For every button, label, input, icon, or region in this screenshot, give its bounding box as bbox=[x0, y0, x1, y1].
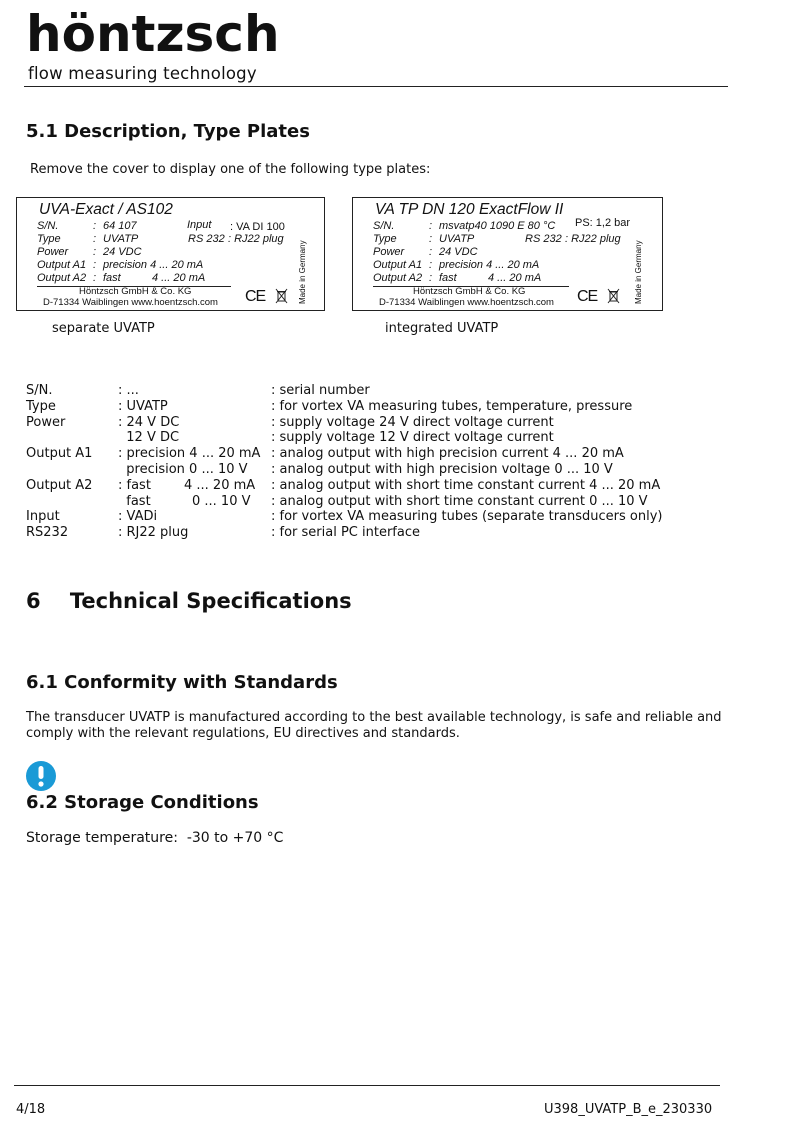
plate-a2-value: fast bbox=[103, 272, 121, 284]
plate-a2-range: 4 ... 20 mA bbox=[152, 272, 206, 284]
legend-desc: : analog output with short time constant current 4 ... 20 mA bbox=[271, 477, 661, 493]
legend-value: : VADi bbox=[118, 509, 158, 525]
chapter-title-6: 6 Technical Specifications bbox=[26, 589, 352, 613]
plate-a1-label: Output A1 bbox=[373, 259, 423, 271]
plate-colon: : bbox=[93, 233, 97, 245]
plate-rs-label: RS 232 bbox=[525, 233, 562, 245]
weee-bin-icon bbox=[607, 288, 620, 304]
plate-rs-value: : RJ22 plug bbox=[228, 233, 284, 245]
legend-desc: : for serial PC interface bbox=[271, 525, 420, 541]
legend-value: : ... bbox=[118, 383, 139, 398]
plate-title: UVA-Exact / AS102 bbox=[39, 201, 173, 218]
legend-term: Output A2 bbox=[26, 477, 93, 493]
plate-colon: : bbox=[93, 220, 97, 232]
legend-term: RS232 bbox=[26, 525, 69, 541]
legend-value: fast 0 ... 10 V bbox=[118, 493, 251, 509]
legend-term: Type bbox=[26, 398, 56, 414]
legend-term: Output A1 bbox=[26, 446, 93, 462]
legend-term: Power bbox=[26, 414, 66, 430]
plate-company: Höntzsch GmbH & Co. KG bbox=[413, 286, 526, 297]
legend-desc: : for vortex VA measuring tubes (separate transducers only) bbox=[271, 509, 663, 525]
legend-desc: : supply voltage 24 V direct voltage current bbox=[271, 414, 554, 430]
legend-value: : RJ22 plug bbox=[118, 525, 189, 541]
plate-sn-value: 64 107 bbox=[103, 220, 137, 232]
plate-power-label: Power bbox=[37, 246, 69, 258]
plate-power-label: Power bbox=[373, 246, 405, 258]
legend-desc: : for vortex VA measuring tubes, temperature, pressure bbox=[271, 398, 633, 414]
plate-rs-value: : RJ22 plug bbox=[565, 233, 621, 245]
page-number: 4/18 bbox=[16, 1102, 46, 1117]
exclamation-warning-icon bbox=[26, 761, 56, 791]
plate-colon: : bbox=[93, 246, 97, 258]
legend-term: Input bbox=[26, 509, 60, 525]
type-plate-integrated bbox=[352, 197, 663, 311]
plate-address: D-71334 Waiblingen www.hoentzsch.com bbox=[43, 297, 218, 308]
document-id: U398_UVATP_B_e_230330 bbox=[544, 1102, 713, 1117]
legend-value: : 24 V DC bbox=[118, 414, 180, 430]
plate-company: Höntzsch GmbH & Co. KG bbox=[79, 286, 192, 297]
plate-a2-label: Output A2 bbox=[373, 272, 423, 284]
plate-ps-value: PS: 1,2 bar bbox=[575, 217, 631, 229]
legend-value: precision 0 ... 10 V bbox=[118, 461, 248, 477]
plate-a2-range: 4 ... 20 mA bbox=[488, 272, 542, 284]
plate-a2-label: Output A2 bbox=[37, 272, 87, 284]
plate-address: D-71334 Waiblingen www.hoentzsch.com bbox=[379, 297, 554, 308]
paragraph-line: comply with the relevant regulations, EU directives and standards. bbox=[26, 726, 460, 741]
plate-colon: : bbox=[93, 272, 97, 284]
plate-colon: : bbox=[429, 246, 433, 258]
plate-colon: : bbox=[429, 233, 433, 245]
plate-type-label: Type bbox=[373, 233, 397, 245]
plate-power-value: 24 VDC bbox=[439, 246, 478, 258]
company-logo: höntzsch bbox=[26, 5, 280, 63]
plate-a1-value: precision 4 ... 20 mA bbox=[439, 259, 540, 271]
legend-desc: : analog output with high precision current 4 ... 20 mA bbox=[271, 446, 624, 462]
legend-value: : fast 4 ... 20 mA bbox=[118, 477, 256, 493]
conformity-paragraph bbox=[26, 710, 722, 742]
plate-rs-label: RS 232 bbox=[188, 233, 225, 245]
section-title-5-1: 5.1 Description, Type Plates bbox=[26, 121, 310, 142]
section-title-6-2: 6.2 Storage Conditions bbox=[26, 792, 259, 813]
caption-separate: separate UVATP bbox=[52, 321, 155, 336]
plate-sn-label: S/N. bbox=[37, 220, 59, 232]
plate-input-label: Input bbox=[187, 219, 212, 231]
plate-type-value: UVATP bbox=[103, 233, 139, 245]
plate-made-in: Made in Germany bbox=[298, 240, 307, 304]
plate-input-value: : VA DI 100 bbox=[230, 221, 285, 233]
plate-colon: : bbox=[93, 259, 97, 271]
legend-value: 12 V DC bbox=[118, 430, 180, 446]
plate-a1-label: Output A1 bbox=[37, 259, 87, 271]
section-title-6-1: 6.1 Conformity with Standards bbox=[26, 672, 338, 693]
legend-value: : precision 4 ... 20 mA bbox=[118, 446, 261, 462]
footer-divider bbox=[14, 1085, 720, 1086]
caption-integrated: integrated UVATP bbox=[385, 321, 499, 336]
plate-colon: : bbox=[429, 220, 433, 232]
plate-colon: : bbox=[429, 259, 433, 271]
ce-mark-icon: CE bbox=[577, 288, 598, 305]
plate-a1-value: precision 4 ... 20 mA bbox=[103, 259, 204, 271]
ce-mark-icon: CE bbox=[245, 288, 266, 305]
plate-type-label: Type bbox=[37, 233, 61, 245]
legend-desc: : analog output with short time constant current 0 ... 10 V bbox=[271, 493, 648, 509]
intro-text: Remove the cover to display one of the following type plates: bbox=[30, 162, 431, 177]
logo-tagline: flow measuring technology bbox=[28, 64, 257, 83]
legend-desc: : supply voltage 12 V direct voltage current bbox=[271, 430, 554, 446]
plate-sn-value: msvatp40 1090 E 80 °C bbox=[439, 220, 556, 232]
plate-power-value: 24 VDC bbox=[103, 246, 142, 258]
header-divider bbox=[24, 86, 728, 87]
plate-a2-value: fast bbox=[439, 272, 457, 284]
legend-desc: : analog output with high precision voltage 0 ... 10 V bbox=[271, 461, 613, 477]
legend-desc: : serial number bbox=[271, 383, 370, 398]
paragraph-line: The transducer UVATP is manufactured according to the best available technology, is safe and reliable and bbox=[26, 710, 722, 725]
type-plate-separate bbox=[16, 197, 325, 311]
plate-made-in: Made in Germany bbox=[634, 240, 643, 304]
weee-bin-icon bbox=[275, 288, 288, 304]
plate-colon: : bbox=[429, 272, 433, 284]
plate-sn-label: S/N. bbox=[373, 220, 395, 232]
storage-temperature: Storage temperature: -30 to +70 °C bbox=[26, 830, 284, 846]
legend-term: S/N. bbox=[26, 383, 53, 398]
plate-type-value: UVATP bbox=[439, 233, 475, 245]
plate-title: VA TP DN 120 ExactFlow II bbox=[375, 201, 564, 218]
legend-value: : UVATP bbox=[118, 398, 168, 414]
